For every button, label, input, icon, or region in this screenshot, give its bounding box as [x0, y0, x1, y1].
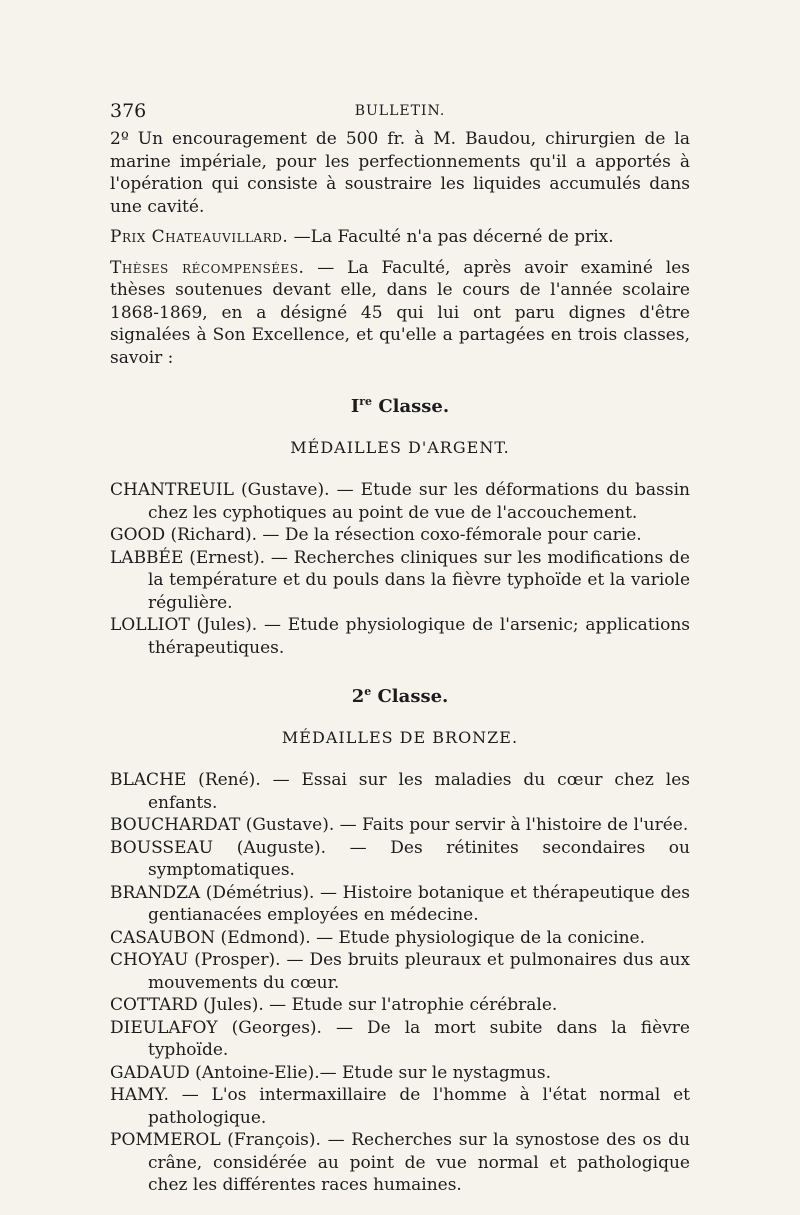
page-header	[110, 100, 690, 124]
thesis-entry: BRANDZA (Démétrius). — Histoire botanique et thérapeutique des gentianacées employées en médecine.	[110, 882, 690, 925]
thesis-entry: COTTARD (Jules). — Etude sur l'atrophie cérébrale.	[110, 995, 558, 1015]
encouragement-paragraph: 2º Un encouragement de 500 fr. à M. Baudou, chirurgien de la marine impériale, pour les perfectionnements qu'il a apportés à l'opération qui consiste à soustraire les liquides accumulés dans une cavité.	[110, 129, 690, 217]
page-body	[110, 128, 690, 1197]
first-class-heading: Ire Classe.	[350, 395, 450, 417]
prix-label: Prix Chateauvillard.	[110, 227, 289, 247]
thesis-entry: GADAUD (Antoine-Elie).— Etude sur le nystagmus.	[110, 1062, 551, 1083]
thesis-entry: DIEULAFOY (Georges). — De la mort subite dans la fièvre typhoïde.	[110, 1017, 690, 1060]
thesis-entry: BOUCHARDAT (Gustave). — Faits pour servir à l'histoire de l'urée.	[110, 815, 689, 835]
bronze-medals-heading: MÉDAILLES DE BRONZE.	[281, 727, 519, 747]
theses-text: — La Faculté, après avoir examiné les thèses soutenues devant elle, dans le cours de l'année scolaire 1868-1869, en a désigné 45 qui lui ont paru dignes d'être signalées à Son Excellence, et qu'elle a partagées en trois classes, savoir :	[110, 257, 690, 368]
thesis-entry: HAMY. — L'os intermaxillaire de l'homme à l'état normal et pathologique.	[110, 1085, 690, 1128]
thesis-entry: BLACHE (René). — Essai sur les maladies du cœur chez les enfants.	[110, 770, 690, 813]
thesis-entry: CHANTREUIL (Gustave). — Etude sur les déformations du bassin chez les cyphotiques au point de vue de l'accouchement.	[110, 480, 690, 523]
prix-paragraph	[110, 226, 690, 249]
thesis-entry: GOOD (Richard). — De la résection coxo-fémorale pour carie.	[110, 525, 642, 545]
thesis-entry: POMMEROL (François). — Recherches sur la synostose des os du crâne, considérée au point de vue normal et pathologique chez les différentes races humaines.	[110, 1130, 690, 1195]
thesis-entry: LABBÉE (Ernest). — Recherches cliniques sur les modifications de la température et du pouls dans la fièvre typhoïde et la variole régulière.	[110, 547, 690, 613]
theses-paragraph	[110, 257, 690, 370]
second-class-heading: 2e Classe.	[351, 685, 449, 707]
thesis-entry: CASAUBON (Edmond). — Etude physiologique de la conicine.	[110, 927, 646, 948]
thesis-entry: BOUSSEAU (Auguste). — Des rétinites secondaires ou symptomatiques.	[110, 837, 690, 880]
thesis-entry: CHOYAU (Prosper). — Des bruits pleuraux et pulmonaires dus aux mouvements du cœur.	[110, 950, 690, 993]
theses-label: Thèses récompensées.	[110, 257, 305, 278]
running-title: BULLETIN.	[354, 103, 446, 119]
silver-medals-heading: MÉDAILLES D'ARGENT.	[290, 437, 510, 457]
thesis-entry: LOLLIOT (Jules). — Etude physiologique de l'arsenic; applications thérapeutiques.	[110, 615, 690, 658]
prix-text: —La Faculté n'a pas décerné de prix.	[288, 227, 614, 247]
page-number: 376	[110, 100, 147, 122]
